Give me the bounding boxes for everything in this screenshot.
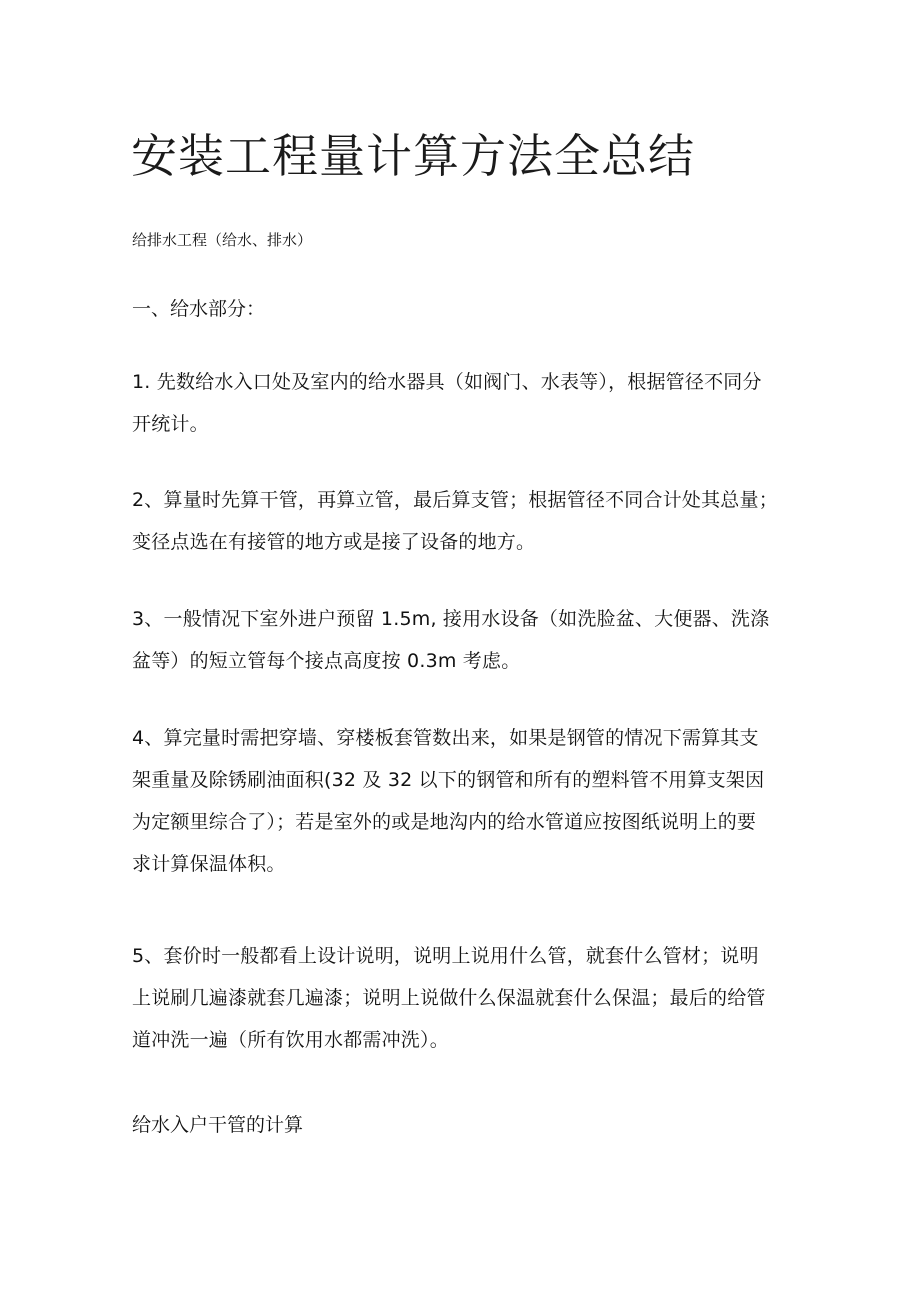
paragraph-line: 求计算保温体积。 <box>132 853 286 875</box>
paragraph-line: 2、算量时先算干管，再算立管，最后算支管；根据管径不同合计处其总量； <box>132 489 778 511</box>
paragraph-5 <box>132 935 812 1061</box>
paragraph-2 <box>132 479 812 563</box>
paragraph-line: 盆等）的短立管每个接点高度按 0.3m 考虑。 <box>132 650 521 672</box>
paragraph-line: 开统计。 <box>132 413 209 435</box>
paragraph-1 <box>132 361 812 445</box>
paragraph-line: 架重量及除锈刷油面积(32 及 32 以下的钢管和所有的塑料管不用算支架因 <box>132 769 765 791</box>
paragraph-line: 为定额里综合了）；若是室外的或是地沟内的给水管道应按图纸说明上的要 <box>132 811 757 833</box>
paragraph-line: 3、一般情况下室外进户预留 1.5m, 接用水设备（如洗脸盆、大便器、洗涤 <box>132 608 770 630</box>
document-title: 安装工程量计算方法全总结 <box>131 129 695 183</box>
paragraph-line: 1. 先数给水入口处及室内的给水器具（如阀门、水表等），根据管径不同分 <box>132 371 762 393</box>
paragraph-line: 5、套价时一般都看上设计说明，说明上说用什么管，就套什么管材；说明 <box>132 945 759 967</box>
paragraph-line: 变径点选在有接管的地方或是接了设备的地方。 <box>132 531 536 553</box>
paragraph-line: 4、算完量时需把穿墙、穿楼板套管数出来，如果是钢管的情况下需算其支 <box>132 727 759 749</box>
paragraph-3 <box>132 598 812 682</box>
document-subtitle: 给排水工程（给水、排水） <box>132 231 313 249</box>
subsection-heading: 给水入户干管的计算 <box>132 1114 304 1136</box>
section-heading: 一、给水部分： <box>132 298 266 320</box>
paragraph-4 <box>132 717 812 885</box>
paragraph-line: 上说刷几遍漆就套几遍漆；说明上说做什么保温就套什么保温；最后的给管 <box>132 987 766 1009</box>
paragraph-line: 道冲洗一遍（所有饮用水都需冲洗）。 <box>132 1029 449 1051</box>
